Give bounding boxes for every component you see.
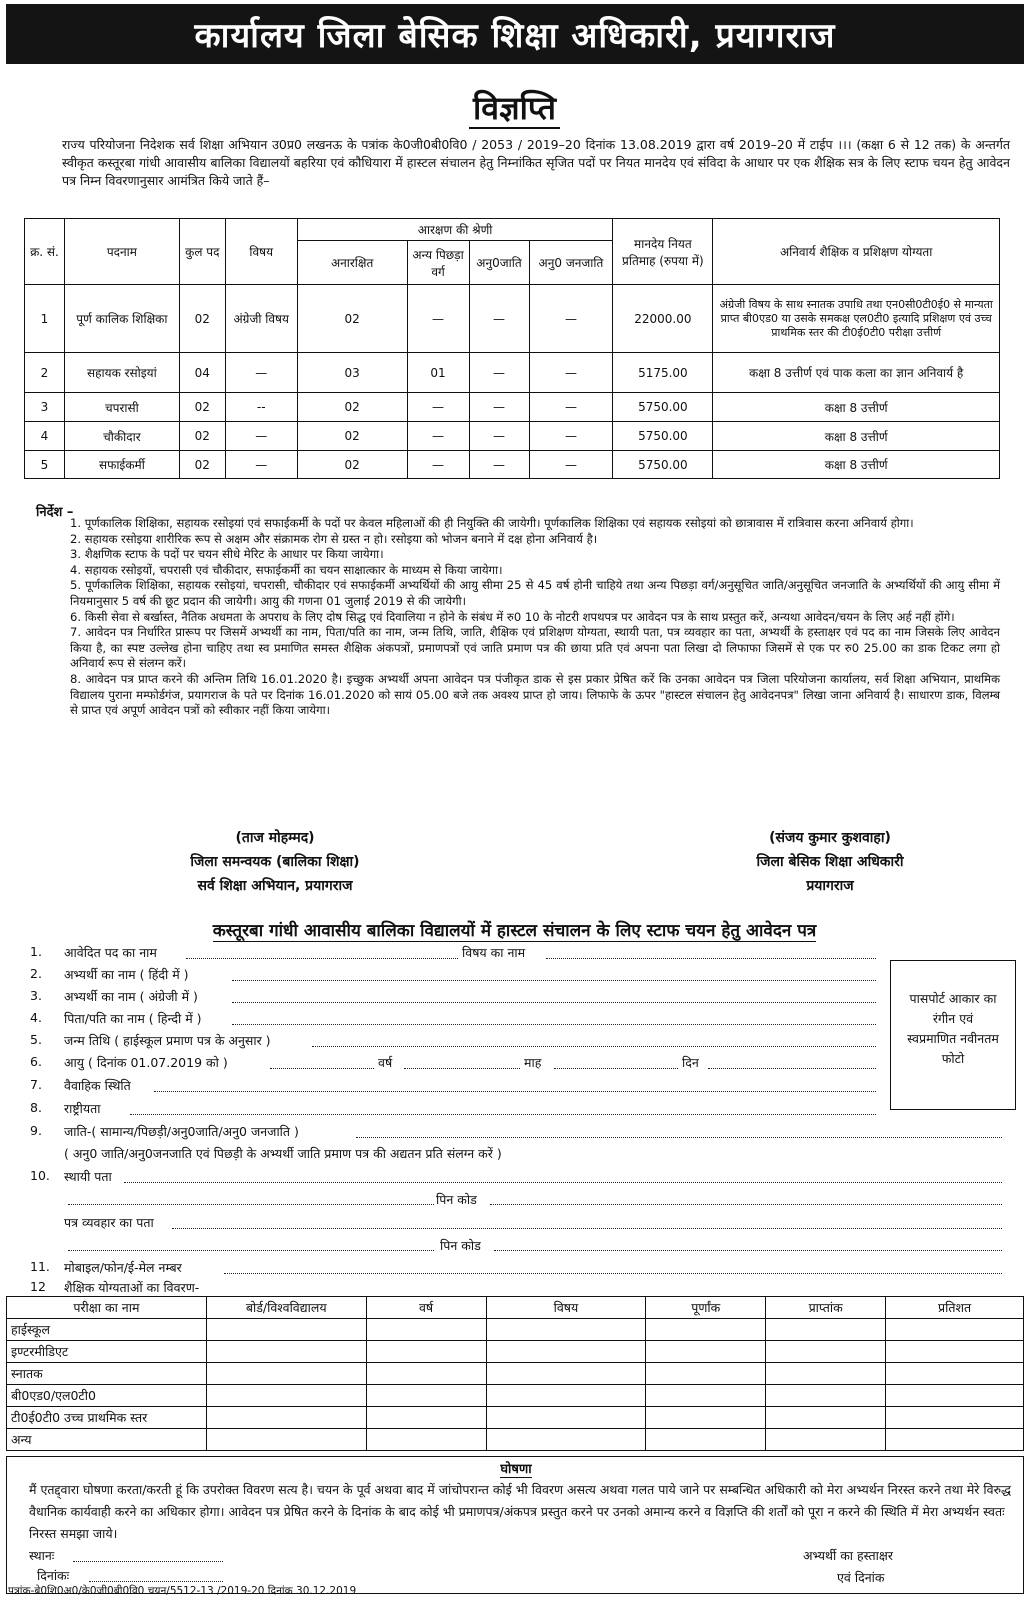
notice-intro: राज्य परियोजना निदेशक सर्व शिक्षा अभियान उ0प्र0 लखनऊ के पत्रांक के0जी0बी0वि0 / 2053 / 2019–20 दिनांक 13.08.2019 द्वारा वर्ष 2019–20 में टाईप ।।। (कक्षा 6 से 12 तक) के अन्तर्गत स्वीकृत कस्तूरबा गांधी आवासीय बालिका विद्यालयों बहरिया एवं कौधियारा में हास्टल संचालन हेतु निम्नांकित सृजित पदों पर नियत मानदेय एवं संविदा के आधार पर एक शैक्षिक सत्र के लिए स्टाफ चयन हेतु आवेदन पत्र निम्न विवरणानुसार आमंत्रित किये जाते हैं– — [62, 137, 1010, 188]
field-number: 8. — [30, 1100, 42, 1115]
exam-name: बी0एड0/एल0टी0 — [7, 1385, 207, 1407]
instructions-heading: निर्देश – — [36, 505, 74, 520]
cell-obc: — — [407, 451, 469, 479]
cell-post: पूर्ण कालिक शिक्षिका — [64, 285, 179, 353]
photo-text: स्वप्रमाणित नवीनतम — [907, 1031, 999, 1046]
cell-subject: — — [225, 353, 297, 393]
cell-count: 02 — [179, 451, 225, 479]
cell-st: — — [529, 353, 613, 393]
post-name-field[interactable] — [186, 958, 458, 959]
input-cell[interactable] — [886, 1319, 1024, 1341]
cell-obc: 01 — [407, 353, 469, 393]
month-label: माह — [524, 1055, 542, 1070]
input-cell[interactable] — [886, 1363, 1024, 1385]
pincode-label: पिन कोड — [440, 1238, 481, 1253]
cell-salary: 5750.00 — [613, 451, 713, 479]
cell-sc: — — [469, 353, 529, 393]
subject-name-field[interactable] — [546, 958, 876, 959]
posts-table — [24, 218, 1000, 479]
field-number: 5. — [30, 1032, 42, 1047]
field-contact-label: मोबाइल/फोन/ई-मेल नम्बर — [64, 1260, 182, 1275]
permanent-address-field[interactable] — [124, 1182, 1002, 1183]
col-reservation: आरक्षण की श्रेणी — [297, 219, 613, 241]
table-row — [7, 1341, 1024, 1363]
dob-field[interactable] — [312, 1046, 876, 1047]
field-number: 11. — [30, 1259, 50, 1274]
contact-field[interactable] — [224, 1273, 1002, 1274]
col-post: पदनाम — [64, 219, 179, 285]
photo-text: फोटो — [941, 1051, 965, 1066]
signature-date-label: एवं दिनांक — [837, 1570, 885, 1585]
place-label: स्थानः — [29, 1548, 55, 1563]
cell-sno: 3 — [25, 393, 65, 422]
col-exam: परीक्षा का नाम — [7, 1297, 207, 1319]
table-row — [7, 1319, 1024, 1341]
permanent-address-line2[interactable] — [68, 1204, 434, 1205]
cell-st: — — [529, 422, 613, 451]
cell-qualification: कक्षा 8 उत्तीर्ण एवं पाक कला का ज्ञान अनिवार्य है — [713, 353, 1000, 393]
col-obc: अन्य पिछड़ा वर्ग — [407, 241, 469, 285]
signatory-office: सर्व शिक्षा अभियान, प्रयागराज — [197, 878, 353, 894]
age-years-field[interactable] — [270, 1068, 374, 1069]
input-cell[interactable] — [206, 1341, 366, 1363]
cell-st: — — [529, 393, 613, 422]
correspondence-label: पत्र व्यवहार का पता — [64, 1215, 154, 1230]
col-board: बोर्ड/विश्वविद्यालय — [206, 1297, 366, 1319]
col-st: अनु0 जनजाति — [529, 241, 613, 285]
father-name-field[interactable] — [232, 1024, 876, 1025]
date-label: दिनांकः — [37, 1568, 70, 1583]
nationality-field[interactable] — [130, 1114, 876, 1115]
cell-subject: — — [225, 422, 297, 451]
marital-status-field[interactable] — [154, 1091, 876, 1092]
exam-name: स्नातक — [7, 1363, 207, 1385]
input-cell[interactable] — [206, 1319, 366, 1341]
instruction-item: 1. पूर्णकालिक शिक्षिका, सहायक रसोइयां एवं सफाईकर्मी के पदों पर केवल महिलाओं की ही नियुक्ति की जायेगी। पूर्णकालिक शिक्षिका एवं सहायक रसोइयां को छात्रावास में रात्रिवास करना अनिवार्य होगा। — [70, 516, 914, 530]
col-percentage: प्रतिशत — [886, 1297, 1024, 1319]
input-cell[interactable] — [766, 1407, 886, 1429]
exam-name: टी0ई0टी0 उच्च प्राथमिक स्तर — [7, 1407, 207, 1429]
field-number: 9. — [30, 1123, 42, 1138]
input-cell[interactable] — [486, 1407, 646, 1429]
input-cell[interactable] — [646, 1319, 766, 1341]
cell-subject: — — [225, 451, 297, 479]
photo-text: रंगीन एवं — [932, 1011, 974, 1026]
field-number: 10. — [30, 1168, 50, 1183]
cell-salary: 5750.00 — [613, 393, 713, 422]
instruction-item: 8. आवेदन पत्र प्राप्त करने की अन्तिम तिथि 16.01.2020 है। इच्छुक अभ्यर्थी अपना आवेदन पत्र पंजीकृत डाक से इस प्रकार प्रेषित करें कि उनका आवेदन पत्र जिला परियोजना कार्यालय, सर्व शिक्षा अभियान, प्राथमिक विद्यालय पुराना मम्फोर्डगंज, प्रयागराज के पते पर दिनांक 16.01.2020 को सायं 05.00 बजे तक अवश्य प्राप्त हो जाय। लिफाफे के ऊपर "हास्टल संचालन हेतु आवेदनपत्र" लिखा जाना अनिवार्य है। साधारण डाक, विलम्ब से प्राप्त एवं अपूर्ण आवेदन पत्रों को स्वीकार नहीं किया जायेगा। — [70, 671, 1000, 718]
name-english-field[interactable] — [232, 1002, 876, 1003]
col-year: वर्ष — [366, 1297, 486, 1319]
exam-name: इण्टरमीडिएट — [7, 1341, 207, 1363]
field-father-label: पिता/पति का नाम ( हिन्दी में ) — [64, 1011, 202, 1026]
col-salary: मानदेय नियत प्रतिमाह (रुपया में) — [613, 219, 713, 285]
input-cell[interactable] — [646, 1429, 766, 1451]
instruction-item: 3. शैक्षणिक स्टाफ के पदों पर चयन सीधे मेरिट के आधार पर किया जायेगा। — [70, 547, 384, 562]
correspondence-pincode-field[interactable] — [494, 1250, 1002, 1251]
field-number: 7. — [30, 1077, 42, 1092]
cell-obc: — — [407, 422, 469, 451]
cell-sc: — — [469, 285, 529, 353]
cell-post: चपरासी — [64, 393, 179, 422]
age-days-field[interactable] — [554, 1068, 678, 1069]
input-cell[interactable] — [206, 1385, 366, 1407]
table-row — [7, 1429, 1024, 1451]
field-number: 12 — [30, 1279, 46, 1294]
cell-unreserved: 02 — [297, 422, 407, 451]
col-subject: विषय — [225, 219, 297, 285]
field-marital-label: वैवाहिक स्थिति — [64, 1078, 131, 1093]
input-cell[interactable] — [766, 1385, 886, 1407]
subject-name-label: विषय का नाम — [462, 945, 526, 960]
input-cell[interactable] — [886, 1429, 1024, 1451]
field-number: 1. — [30, 944, 42, 959]
caste-note: ( अनु0 जाति/अनु0जनजाति एवं पिछड़ी के अभ्यर्थी जाति प्रमाण पत्र की अद्यतन प्रति संलग्न करें ) — [64, 1146, 502, 1161]
form-title: कस्तूरबा गांधी आवासीय बालिका विद्यालयों में हास्टल संचालन के लिए स्टाफ चयन हेतु आवेदन पत्र — [212, 921, 817, 941]
input-cell[interactable] — [486, 1429, 646, 1451]
input-cell[interactable] — [366, 1385, 486, 1407]
input-cell[interactable] — [766, 1341, 886, 1363]
cell-sno: 1 — [25, 285, 65, 353]
instruction-item: 2. सहायक रसोइया शारीरिक रूप से अक्षम और संक्रामक रोग से ग्रस्त न हो। रसोइया को भोजन बनाने में दक्ष होना अनिवार्य है। — [70, 531, 598, 546]
col-sc: अनु0जाति — [469, 241, 529, 285]
field-education-label: शैक्षिक योग्यताओं का विवरण- — [64, 1280, 200, 1295]
place-field[interactable] — [73, 1561, 223, 1562]
instruction-item: 4. सहायक रसोइयों, चपरासी एवं चौकीदार, सफाईकर्मी का चयन साक्षात्कार के माध्यम से किया जायेगा। — [70, 562, 503, 577]
field-name-hindi-label: अभ्यर्थी का नाम ( हिंदी में ) — [64, 967, 189, 982]
input-cell[interactable] — [206, 1407, 366, 1429]
cell-post: सहायक रसोइयां — [64, 353, 179, 393]
input-cell[interactable] — [366, 1319, 486, 1341]
exam-name: हाईस्कूल — [7, 1319, 207, 1341]
cell-unreserved: 02 — [297, 285, 407, 353]
caste-field[interactable] — [356, 1137, 1002, 1138]
notice-title: विज्ञप्ति — [0, 86, 1029, 129]
cell-qualification: कक्षा 8 उत्तीर्ण — [713, 393, 1000, 422]
cell-salary: 5175.00 — [613, 353, 713, 393]
cell-unreserved: 03 — [297, 353, 407, 393]
field-dob-label: जन्म तिथि ( हाईस्कूल प्रमाण पत्र के अनुसार ) — [64, 1033, 271, 1048]
input-cell[interactable] — [366, 1341, 486, 1363]
input-cell[interactable] — [206, 1429, 366, 1451]
input-cell[interactable] — [886, 1385, 1024, 1407]
input-cell[interactable] — [486, 1319, 646, 1341]
table-row — [7, 1385, 1024, 1407]
correspondence-address-field[interactable] — [172, 1228, 1002, 1229]
cell-salary: 5750.00 — [613, 422, 713, 451]
cell-count: 04 — [179, 353, 225, 393]
table-row — [25, 393, 1000, 422]
instruction-item: 5. पूर्णकालिक शिक्षिका, सहायक रसोइयां, चपरासी, चौकीदार एवं सफाईकर्मी अभ्यर्थियों की आयु सीमा 25 से 45 वर्ष होनी चाहिये तथा अन्य पिछड़ा वर्ग/अनुसूचित जाति/अनुसूचित जनजाति के अभ्यर्थियों की आयु सीमा में नियमानुसार 5 वर्ष की छूट प्रदान की जायेगी। आयु की गणना 01 जुलाई 2019 से की जायेगी। — [70, 578, 1000, 608]
cell-st: — — [529, 451, 613, 479]
col-sno: क्र. सं. — [25, 219, 65, 285]
input-cell[interactable] — [366, 1363, 486, 1385]
cell-post: सफाईकर्मी — [64, 451, 179, 479]
instructions-list — [70, 516, 1000, 719]
cell-subject: -- — [225, 393, 297, 422]
input-cell[interactable] — [206, 1363, 366, 1385]
signatory-designation: जिला समन्वयक (बालिका शिक्षा) — [190, 854, 360, 870]
instruction-item: 6. किसी सेवा से बर्खास्त, नैतिक अधमता के अपराध के लिए दोष सिद्ध एवं दिवालिया न होने के संबंध में रु0 10 के नोटरी शपथपत्र पर आवेदन पत्र के साथ प्रस्तुत करें, अन्यथा आवेदन/चयन के लिए अर्ह नहीं होंगे। — [70, 609, 955, 624]
cell-sno: 4 — [25, 422, 65, 451]
cell-unreserved: 02 — [297, 393, 407, 422]
cell-count: 02 — [179, 393, 225, 422]
signatory-left — [130, 826, 420, 898]
input-cell[interactable] — [486, 1341, 646, 1363]
input-cell[interactable] — [366, 1407, 486, 1429]
field-name-english-label: अभ्यर्थी का नाम ( अंग्रेजी में ) — [64, 989, 198, 1004]
cell-qualification: कक्षा 8 उत्तीर्ण — [713, 451, 1000, 479]
table-row — [25, 422, 1000, 451]
declaration-title: घोषणा — [500, 1462, 532, 1477]
permanent-pincode-field[interactable] — [490, 1204, 1002, 1205]
education-table — [6, 1296, 1024, 1451]
cell-salary: 22000.00 — [613, 285, 713, 353]
field-number: 3. — [30, 988, 42, 1003]
declaration-text: मैं एतद्द्वारा घोषणा करता/करती हूं कि उपरोक्त विवरण सत्य है। चयन के पूर्व अथवा बाद में जांचोपरान्त कोई भी विवरण असत्य अथवा गलत पाये जाने पर सम्बन्धित अधिकारी को मेरा अभ्यर्थन निरस्त करने तथा मेरे विरुद्ध वैधानिक कार्यवाही करने का अधिकार होगा। आवेदन पत्र प्रेषित करने के दिनांक के बाद कोई भी प्रमाणपत्र/अंकपत्र प्रस्तुत करने पर उनको अमान्य करने व विज्ञप्ति की शर्तों को पूरा न करने की स्थिति में मेरा अभ्यर्थन स्वतः निरस्त समझा जाये। — [29, 1482, 1012, 1541]
field-caste-label: जाति-( सामान्य/पिछड़ी/अनु0जाति/अनु0 जनजाति ) — [64, 1124, 299, 1139]
input-cell[interactable] — [486, 1385, 646, 1407]
cell-sc: — — [469, 422, 529, 451]
name-hindi-field[interactable] — [232, 980, 876, 981]
input-cell[interactable] — [646, 1341, 766, 1363]
declaration-box — [6, 1456, 1024, 1594]
day-label: दिन — [682, 1055, 699, 1070]
signatory-designation: जिला बेसिक शिक्षा अधिकारी — [756, 854, 904, 870]
input-cell[interactable] — [366, 1429, 486, 1451]
cell-qualification: अंग्रेजी विषय के साथ स्नातक उपाधि तथा एन0सी0टी0ई0 से मान्यता प्राप्त बी0एड0 या उसके समकक्ष एल0टी0 इत्यादि प्रशिक्षण एवं उच्च प्राथमिक स्तर की टी0ई0टी0 परीक्षा उत्तीर्ण — [713, 285, 1000, 353]
cell-obc: — — [407, 393, 469, 422]
input-cell[interactable] — [886, 1407, 1024, 1429]
field-number: 4. — [30, 1010, 42, 1025]
exam-name: अन्य — [7, 1429, 207, 1451]
field-age-label: आयु ( दिनांक 01.07.2019 को ) — [64, 1055, 228, 1070]
table-row — [7, 1407, 1024, 1429]
year-label: वर्ष — [378, 1055, 393, 1070]
table-row — [25, 285, 1000, 353]
input-cell[interactable] — [886, 1341, 1024, 1363]
photo-box[interactable] — [890, 960, 1016, 1110]
instruction-item: 7. आवेदन पत्र निर्धारित प्रारूप पर जिसमें अभ्यर्थी का नाम, पिता/पति का नाम, जन्म तिथि, जाति, शैक्षिक एवं प्रशिक्षण योग्यता, स्थायी पता, पत्र व्यवहार का पता, अभ्यर्थी के हस्ताक्षर एवं पद का नाम जिसके लिए आवेदन किया है, का स्पष्ट उल्लेख होना चाहिए तथा स्व प्रमाणित समस्त शैक्षिक अंकपत्रों, प्रमाणपत्रों एवं जाति प्रमाण पत्र की छाया प्रति एवं अपना पता लिखा दो लिफाफा जिसमें से एक पर रु0 25.00 का डाक टिकट लगा हो अनिवार्य रूप से संलग्न करें। — [70, 625, 1000, 671]
signatory-name: (संजय कुमार कुशवाहा) — [769, 830, 891, 846]
field-number: 6. — [30, 1054, 42, 1069]
input-cell[interactable] — [766, 1363, 886, 1385]
reference-number: पत्रांक-बे0शि0अ0/के0जी0बी0वि0 चयन/5512-13 /2019-20 दिनांक 30.12.2019 — [8, 1585, 357, 1597]
input-cell[interactable] — [486, 1363, 646, 1385]
cell-count: 02 — [179, 422, 225, 451]
col-subject: विषय — [486, 1297, 646, 1319]
age-months-field[interactable] — [404, 1068, 520, 1069]
cell-subject: अंग्रेजी विषय — [225, 285, 297, 353]
cell-count: 02 — [179, 285, 225, 353]
cell-st: — — [529, 285, 613, 353]
col-obtained-marks: प्राप्तांक — [766, 1297, 886, 1319]
table-row — [7, 1363, 1024, 1385]
field-address-label: स्थायी पता — [64, 1169, 112, 1184]
input-cell[interactable] — [646, 1407, 766, 1429]
office-header: कार्यालय जिला बेसिक शिक्षा अधिकारी, प्रयागराज — [6, 4, 1024, 64]
correspondence-address-line2[interactable] — [68, 1250, 434, 1251]
signatory-right — [680, 826, 980, 898]
field-number: 2. — [30, 966, 42, 981]
input-cell[interactable] — [766, 1319, 886, 1341]
cell-unreserved: 02 — [297, 451, 407, 479]
photo-text: पासपोर्ट आकार का — [909, 991, 997, 1006]
cell-sno: 2 — [25, 353, 65, 393]
input-cell[interactable] — [766, 1429, 886, 1451]
input-cell[interactable] — [646, 1385, 766, 1407]
cell-sno: 5 — [25, 451, 65, 479]
col-count: कुल पद — [179, 219, 225, 285]
field-nationality-label: राष्ट्रीयता — [64, 1101, 101, 1116]
cell-post: चौकीदार — [64, 422, 179, 451]
table-row — [25, 353, 1000, 393]
col-qualification: अनिवार्य शैक्षिक व प्रशिक्षण योग्यता — [713, 219, 1000, 285]
col-unreserved: अनारक्षित — [297, 241, 407, 285]
signature-label: अभ्यर्थी का हस्ताक्षर — [803, 1548, 893, 1563]
field-post-label: आवेदित पद का नाम — [64, 945, 157, 960]
cell-sc: — — [469, 393, 529, 422]
pincode-label: पिन कोड — [436, 1192, 477, 1207]
col-max-marks: पूर्णांक — [646, 1297, 766, 1319]
signatory-office: प्रयागराज — [806, 878, 854, 894]
age-extra-field[interactable] — [708, 1068, 876, 1069]
input-cell[interactable] — [646, 1363, 766, 1385]
cell-qualification: कक्षा 8 उत्तीर्ण — [713, 422, 1000, 451]
cell-obc: — — [407, 285, 469, 353]
date-field[interactable] — [89, 1581, 223, 1582]
cell-sc: — — [469, 451, 529, 479]
table-row — [25, 451, 1000, 479]
signatory-name: (ताज मोहम्मद) — [235, 830, 315, 846]
